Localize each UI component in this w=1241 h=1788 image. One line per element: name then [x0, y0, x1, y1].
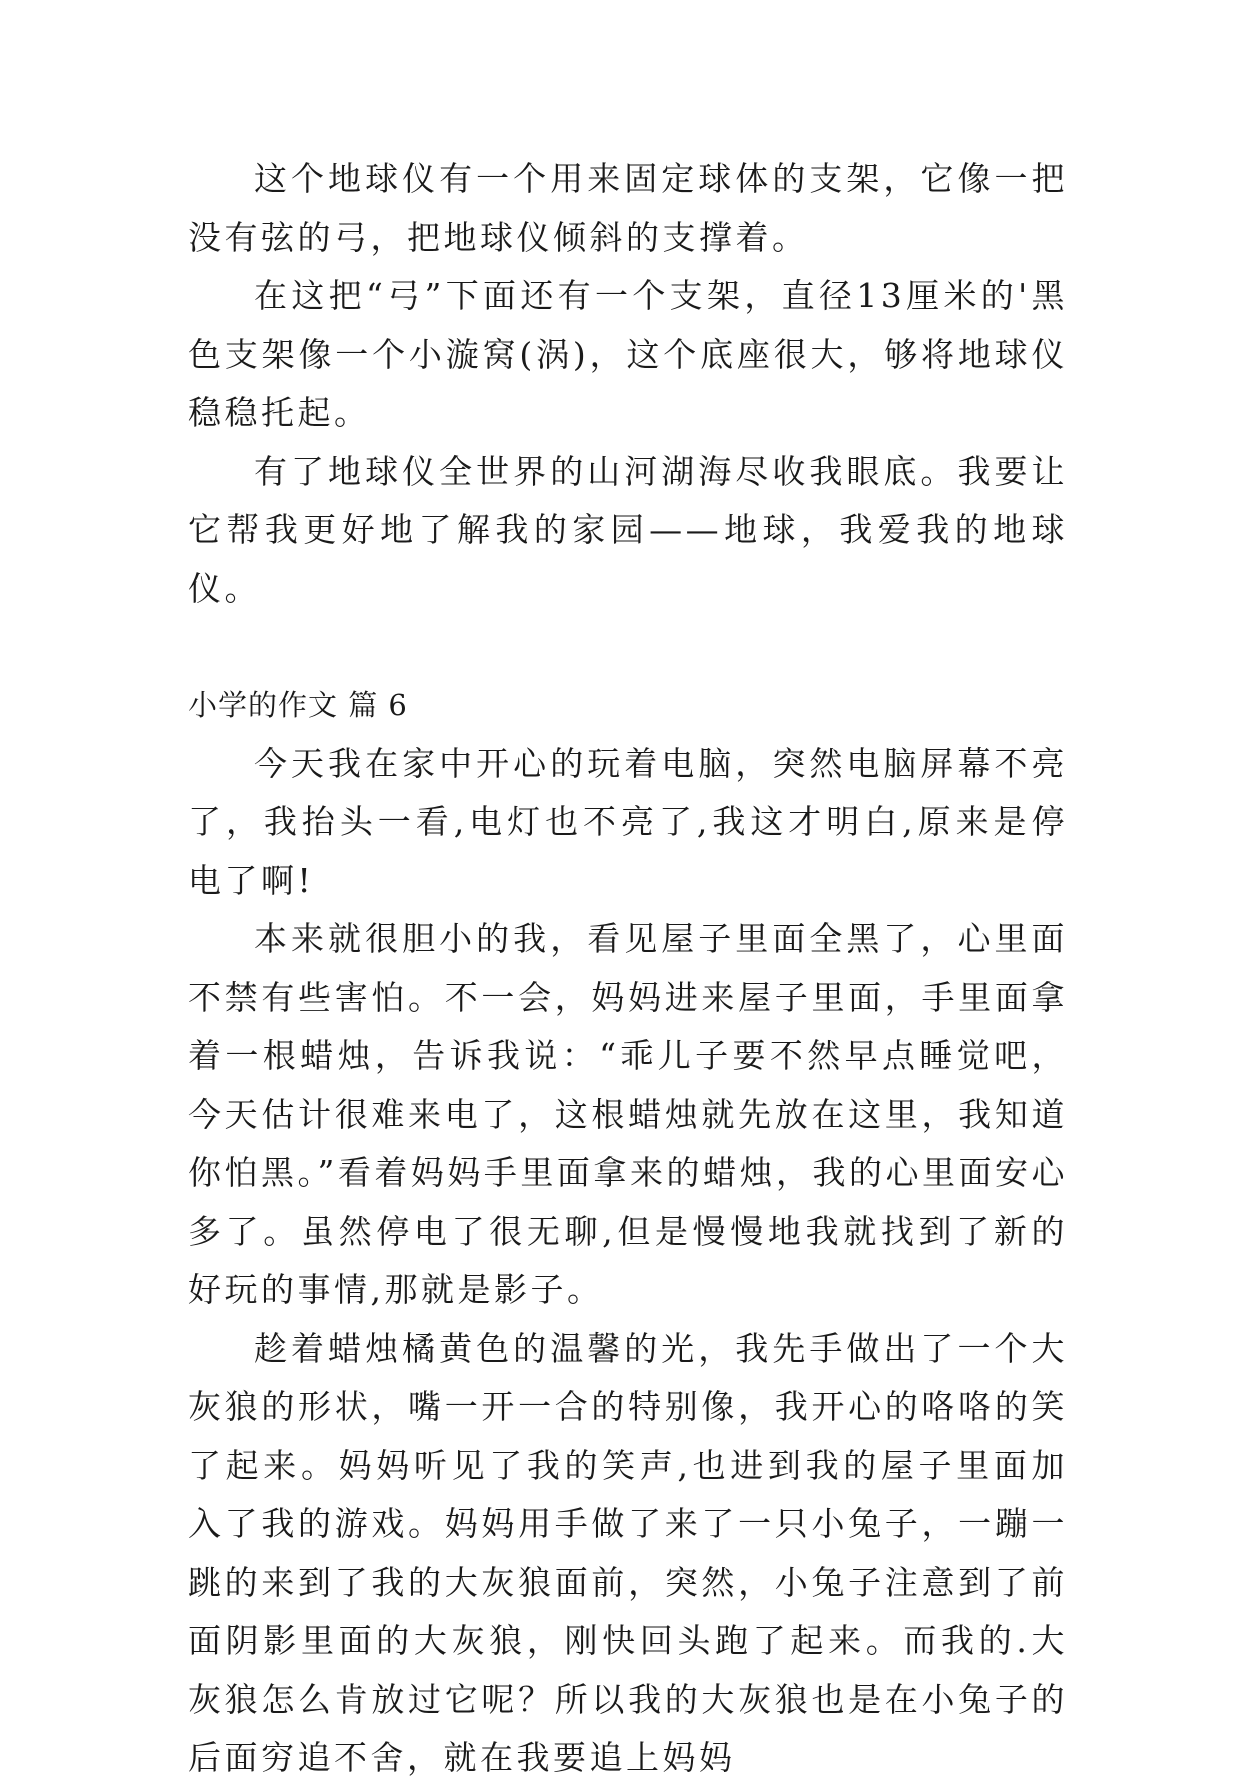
paragraph-shadow-game: 趁着蜡烛橘黄色的温馨的光，我先手做出了一个大灰狼的形状，嘴一开一合的特别像，我开心的咯咯的笑了起来。妈妈听见了我的笑声,也进到我的屋子里面加入了我的游戏。妈妈用手做了来了一只小兔子，一蹦一跳的来到了我的大灰狼面前，突然，小兔子注意到了前面阴影里面的大灰狼，刚快回头跑了起来。而我的.大灰狼怎么肯放过它呢？所以我的大灰狼也是在小兔子的后面穷追不舍，就在我要追上妈妈: [188, 1328, 1068, 1777]
paragraph-candle: 本来就很胆小的我，看见屋子里面全黑了，心里面不禁有些害怕。不一会，妈妈进来屋子里面，手里面拿着一根蜡烛，告诉我说：“乖儿子要不然早点睡觉吧，今天估计很难来电了，这根蜡烛就先放在这里，我知道你怕黑。”看着妈妈手里面拿来的蜡烛，我的心里面安心多了。虽然停电了很无聊,但是慢慢地我就找到了新的好玩的事情,那就是影子。: [188, 919, 1068, 1309]
text-column: [188, 150, 1068, 1788]
paragraph-globe-conclusion: 有了地球仪全世界的山河湖海尽收我眼底。我要让它帮我更好地了解我的家园——地球，我爱我的地球仪。: [188, 451, 1068, 608]
section-title: 小学的作文 篇 6: [188, 688, 408, 722]
section-spacer: [188, 618, 1068, 676]
paragraph-globe-base: 在这把“弓”下面还有一个支架，直径13厘米的'黑色支架像一个小漩窝(涡)，这个底座很大，够将地球仪稳稳托起。: [188, 276, 1068, 432]
paragraph-power-outage: 今天我在家中开心的玩着电脑，突然电脑屏幕不亮了，我抬头一看,电灯也不亮了,我这才明白,原来是停电了啊!: [188, 743, 1068, 900]
paragraph-globe-stand: 这个地球仪有一个用来固定球体的支架，它像一把没有弦的弓，把地球仪倾斜的支撑着。: [188, 159, 1068, 257]
